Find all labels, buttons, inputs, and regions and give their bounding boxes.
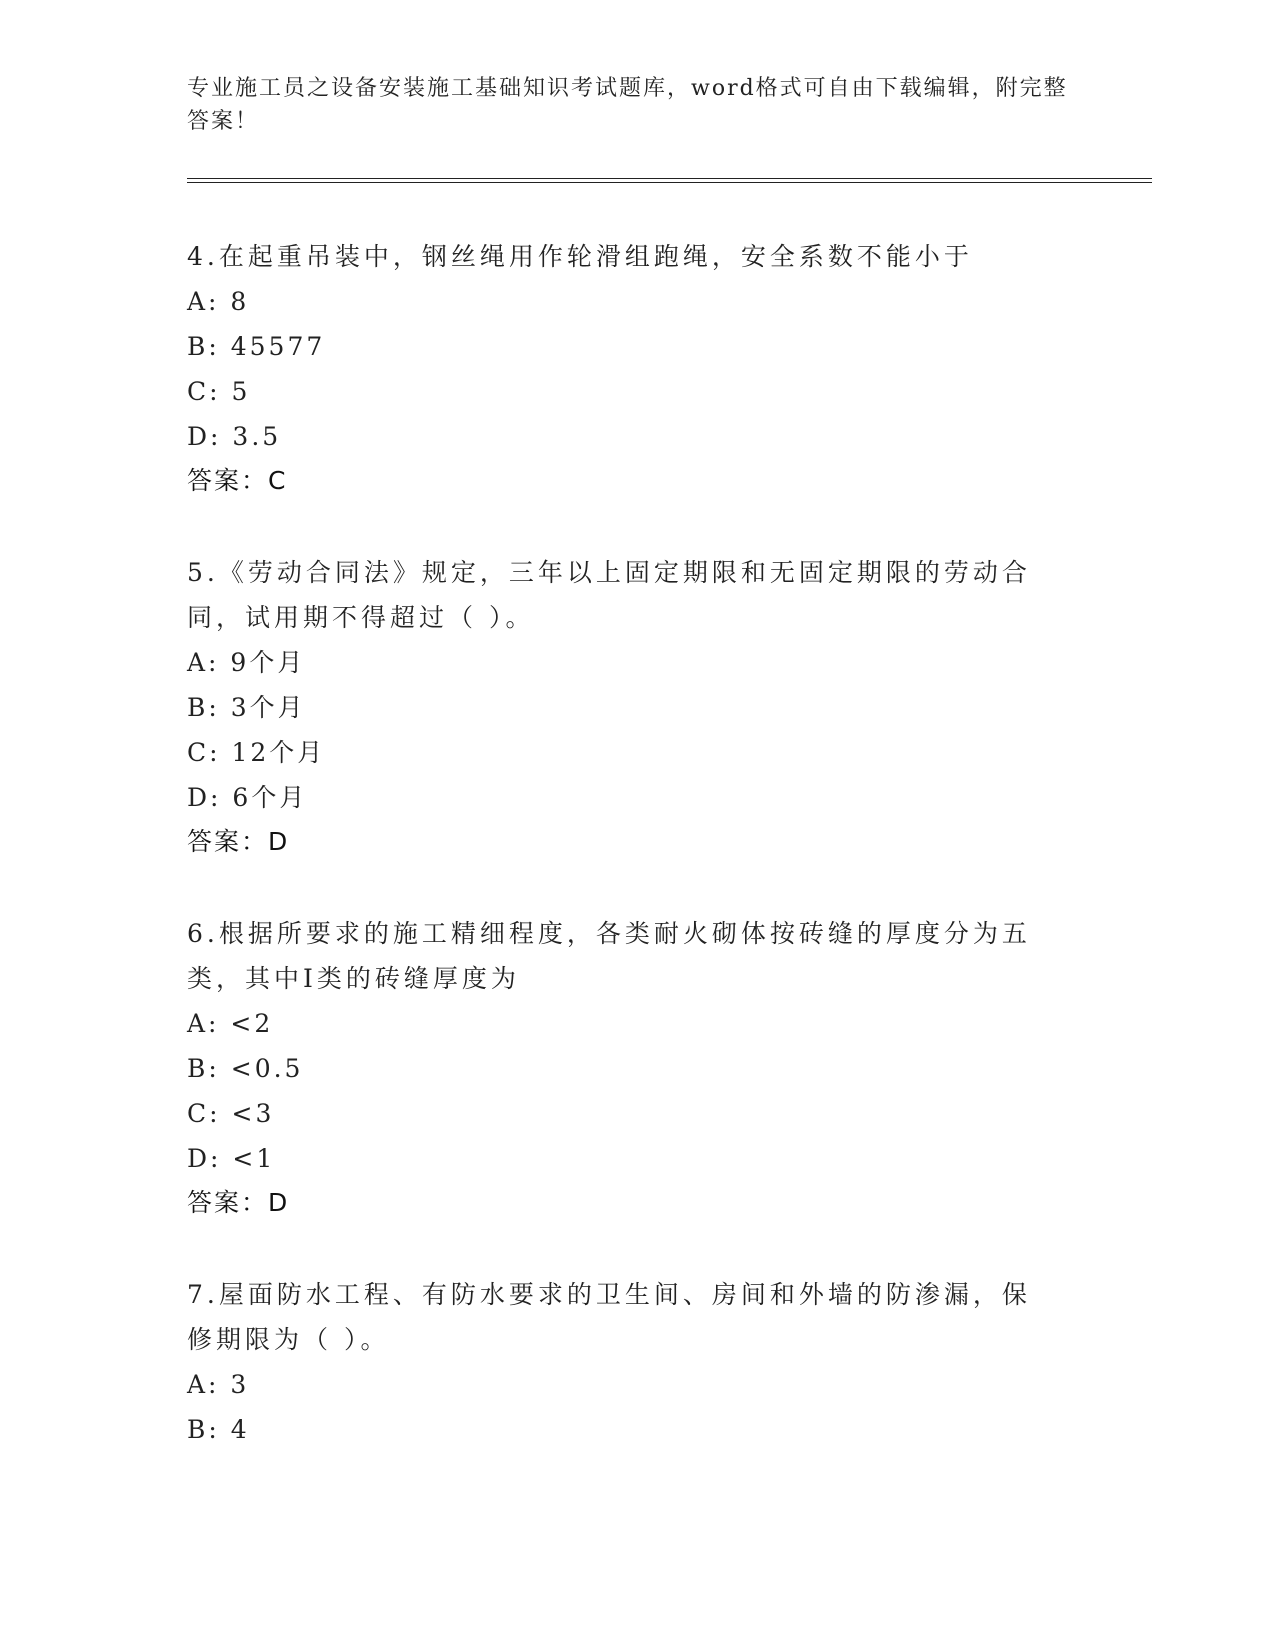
option-b: B: <0.5 [187,1054,304,1083]
option-c: C: <3 [187,1099,275,1128]
option-a: A: 9个月 [187,648,306,677]
question-stem: 6.根据所要求的施工精细程度，各类耐火砌体按砖缝的厚度分为五类，其中I类的砖缝厚度为 [187,919,1031,993]
option-d: D: 6个月 [187,783,308,812]
question-6 [187,911,1057,1225]
question-4 [187,234,1057,503]
document-header: 专业施工员之设备安装施工基础知识考试题库，word格式可自由下载编辑，附完整答案！ [187,76,1068,134]
option-d: D: <1 [187,1144,276,1173]
question-list [187,234,1057,1499]
header-divider-bottom [187,182,1152,183]
question-stem: 7.屋面防水工程、有防水要求的卫生间、房间和外墙的防渗漏，保修期限为（ ）。 [187,1280,1031,1354]
header-divider-top [187,178,1152,179]
question-5 [187,550,1057,864]
option-c: C: 5 [187,377,251,406]
option-b: B: 45577 [187,332,326,361]
option-a: A: 3 [187,1370,250,1399]
option-b: B: 4 [187,1415,250,1444]
option-b: B: 3个月 [187,693,306,722]
question-stem: 4.在起重吊装中，钢丝绳用作轮滑组跑绳，安全系数不能小于 [187,242,973,271]
option-c: C: 12个月 [187,738,326,767]
answer: 答案：D [187,827,290,856]
option-a: A: <2 [187,1009,274,1038]
answer: 答案：C [187,466,288,495]
option-d: D: 3.5 [187,422,282,451]
question-stem: 5.《劳动合同法》规定，三年以上固定期限和无固定期限的劳动合同，试用期不得超过（ ）。 [187,558,1031,632]
question-7 [187,1272,1057,1452]
option-a: A: 8 [187,287,250,316]
answer: 答案：D [187,1188,290,1217]
